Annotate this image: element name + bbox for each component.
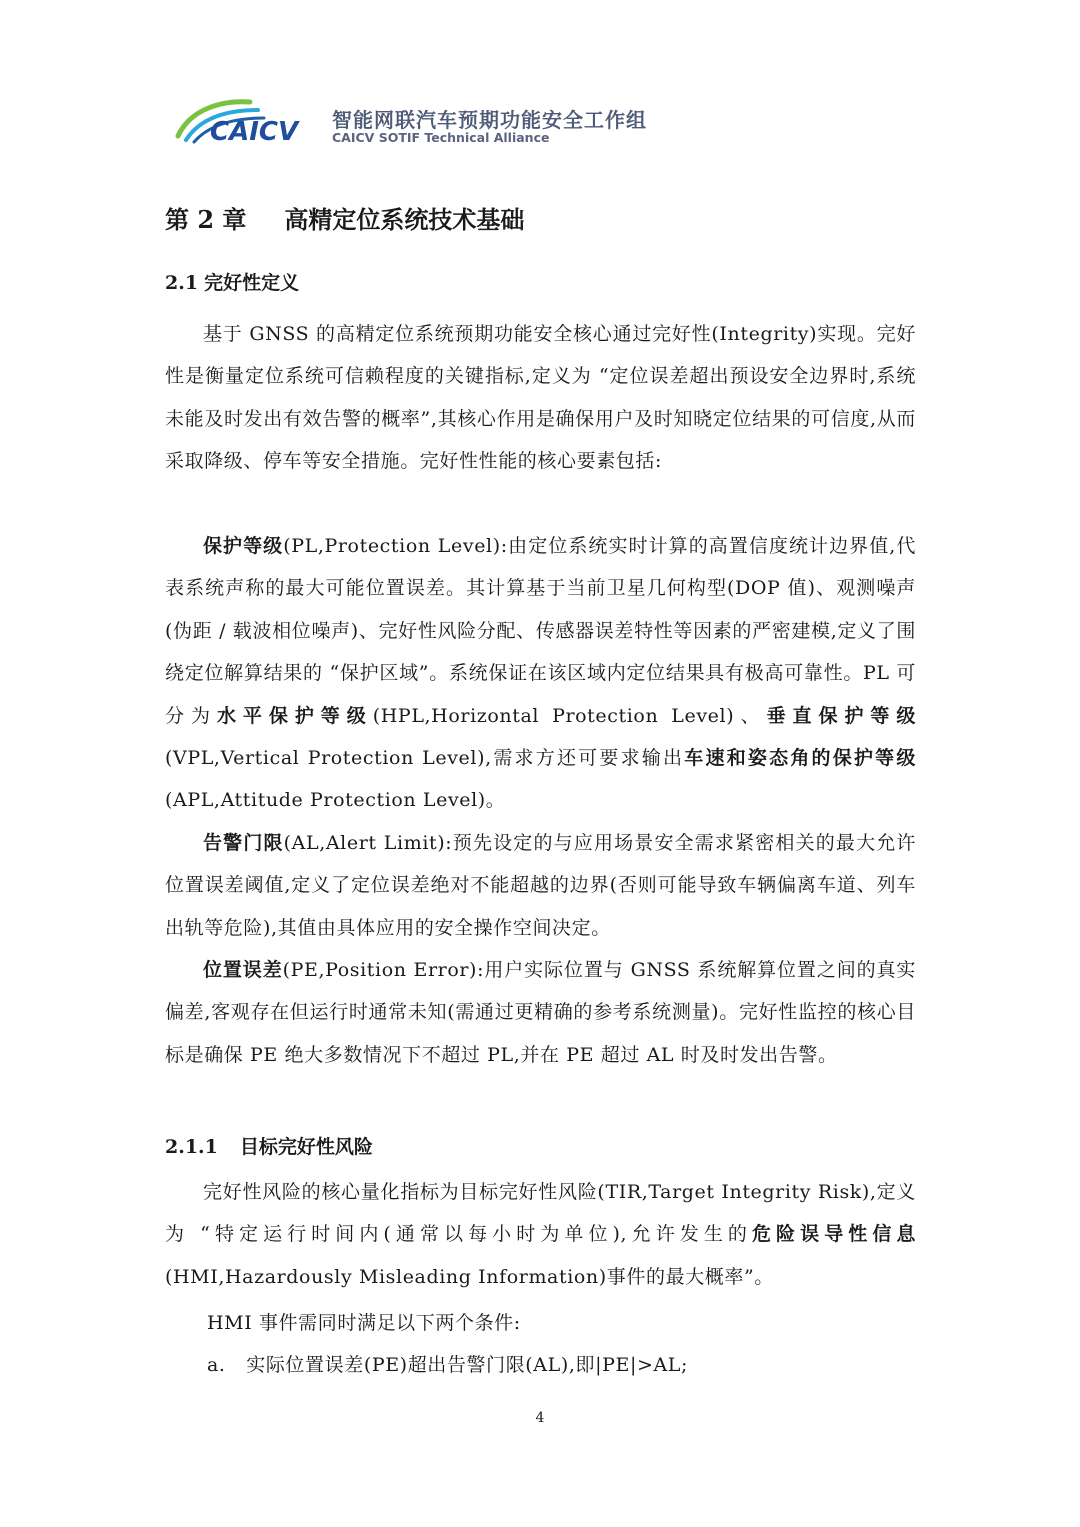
paragraph-protection-level: 保护等级(PL,Protection Level):由定位系统实时计算的高置信度统计边界值,代表系统声称的最大可能位置误差。其计算基于当前卫星几何构型(DOP 值)、观测噪声(伪距 / 载波相位噪声)、完好性风险分配、传感器误差特性等因素的严密建模,定义了围绕定位解算结果的 “保护区域”。系统保证在该区域内定位结果具有极高可靠性。PL 可分为水平保护等级(HPL,Horizontal Protection Level)、垂直保护等级(VPL,Vertical Protection Level),需求方还可要求输出车速和姿态角的保护等级(APL,Attitude Protection Level)。: [165, 535, 916, 812]
hmi-conditions-intro: HMI 事件需同时满足以下两个条件:: [207, 1312, 521, 1334]
term-protection-level: 保护等级: [203, 535, 284, 557]
term-vpl: 垂直保护等级: [766, 704, 916, 727]
chapter-heading: [165, 200, 524, 235]
chapter-number: 第 2 章: [165, 205, 247, 234]
term-hmi: 危险误导性信息: [751, 1223, 916, 1246]
term-hpl: 水平保护等级: [216, 704, 373, 727]
term-alert-limit: 告警门限: [203, 832, 284, 854]
chapter-title: 高精定位系统技术基础: [284, 205, 525, 234]
paragraph-alert-limit: 告警门限(AL,Alert Limit):预先设定的与应用场景安全需求紧密相关的最大允许位置误差阈值,定义了定位误差绝对不能超越的边界(否则可能导致车辆偏离车道、列车出轨等危险),其值由具体应用的安全操作空间决定。: [165, 832, 916, 939]
term-apl: 车速和姿态角的保护等级: [684, 747, 916, 770]
paragraph-position-error: 位置误差(PE,Position Error):用户实际位置与 GNSS 系统解算位置之间的真实偏差,客观存在但运行时通常未知(需通过更精确的参考系统测量)。完好性监控的核心目标是确保 PE 绝大多数情况下不超过 PL,并在 PE 超过 AL 时及时发出告警。: [165, 959, 916, 1066]
caicv-logo-icon: [172, 96, 322, 148]
section-heading-2-1: [165, 268, 299, 295]
paragraph-target-integrity-risk: 完好性风险的核心量化指标为目标完好性风险(TIR,Target Integrity Risk),定义为 “特定运行时间内(通常以每小时为单位),允许发生的危险误导性信息(HMI,Hazardously Misleading Information)事件的最大概率”。: [165, 1181, 916, 1288]
document-header: [172, 92, 692, 152]
logo-mark: CAICV: [210, 117, 299, 147]
paragraph-intro: 基于 GNSS 的高精定位系统预期功能安全核心通过完好性(Integrity)实现。完好性是衡量定位系统可信赖程度的关键指标,定义为 “定位误差超出预设安全边界时,系统未能及时发出有效告警的概率”,其核心作用是确保用户及时知晓定位结果的可信度,从而采取降级、停车等安全措施。完好性性能的核心要素包括:: [165, 323, 916, 473]
condition-label: a.: [207, 1354, 226, 1376]
section-title: 目标完好性风险: [239, 1136, 373, 1158]
organization-subtitle: CAICV SOTIF Technical Alliance: [332, 130, 550, 145]
condition-a: [207, 1350, 688, 1377]
section-heading-2-1-1: [165, 1132, 373, 1159]
section-number: 2.1.1: [165, 1136, 218, 1158]
page-number: 4: [535, 1410, 545, 1426]
organization-name: 智能网联汽车预期功能安全工作组: [332, 108, 647, 132]
section-title: 完好性定义: [204, 272, 300, 294]
condition-text: 实际位置误差(PE)超出告警门限(AL),即|PE|>AL;: [246, 1354, 689, 1376]
term-position-error: 位置误差: [203, 959, 283, 981]
section-number: 2.1: [165, 272, 199, 294]
